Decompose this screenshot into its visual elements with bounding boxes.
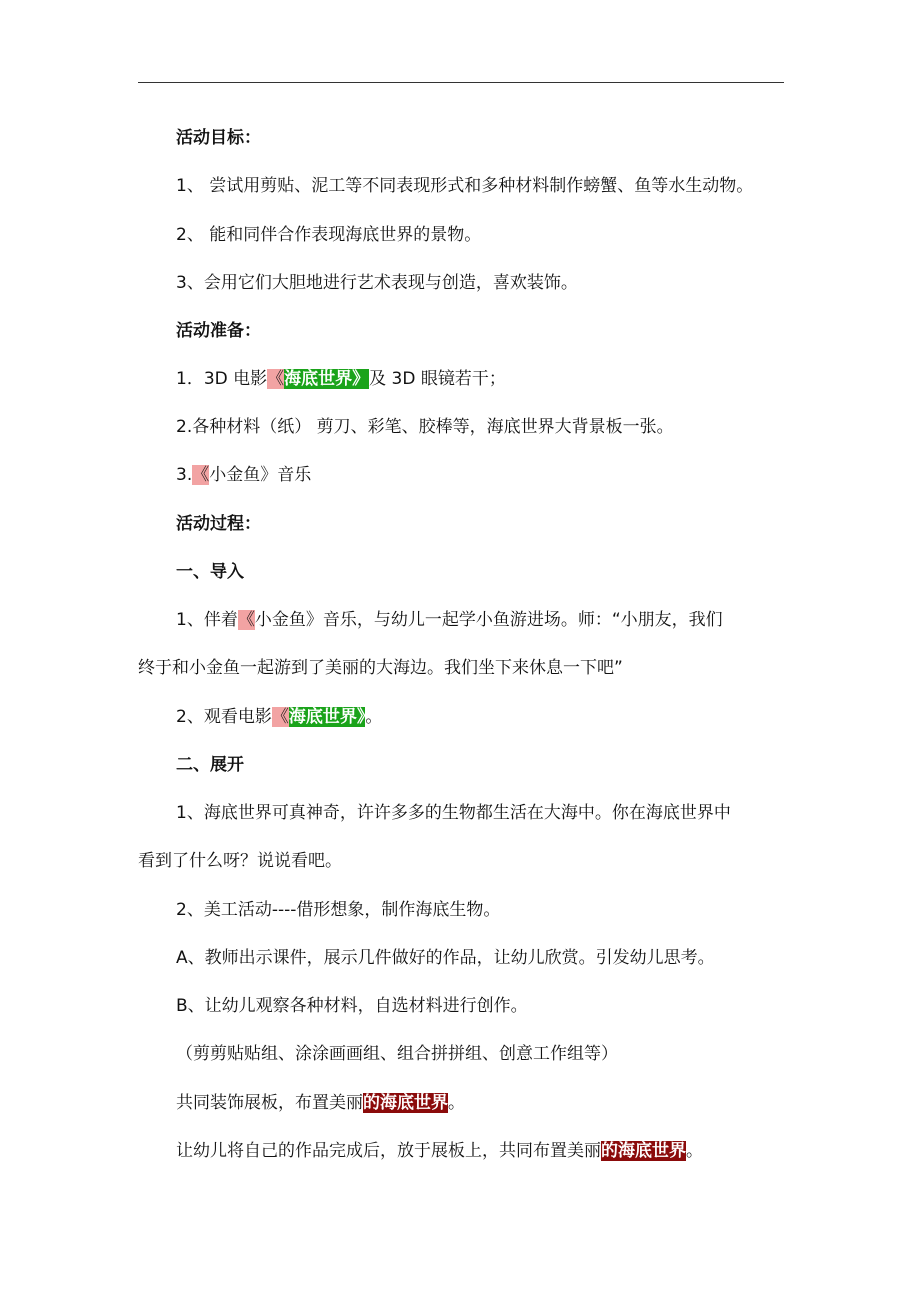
- prep-item-2: 2.各种材料（纸） 剪刀、彩笔、胶棒等，海底世界大背景板一张。: [176, 417, 674, 437]
- prep-item-3-prefix: 3.: [176, 465, 193, 485]
- prep-heading: 活动准备：: [176, 321, 261, 341]
- expand-decor-prefix: 共同装饰展板，布置美丽: [176, 1093, 363, 1113]
- expand-item-1-line-2: 看到了什么呀？说说看吧。: [138, 851, 342, 871]
- intro-item-2-open-quote: 《: [271, 707, 289, 727]
- prep-item-3-open-quote: 《: [192, 465, 210, 485]
- prep-item-3: [176, 463, 311, 487]
- intro-item-2-suffix: 。: [365, 707, 383, 727]
- goals-heading: 活动目标：: [176, 128, 261, 148]
- intro-item-2-prefix: 2、观看电影: [176, 707, 272, 727]
- intro-item-1-rest: 小金鱼》音乐，与幼儿一起学小鱼游进场。师：“小朋友，我们: [254, 610, 723, 630]
- prep-item-1-prefix: 1．3D 电影: [176, 369, 268, 389]
- prep-item-1-suffix: 及 3D 眼镜若干；: [369, 369, 506, 389]
- expand-final-line: [176, 1139, 703, 1163]
- expand-final-prefix: 让幼儿将自己的作品完成后，放于展板上，共同布置美丽: [176, 1141, 601, 1161]
- expand-item-1-line-1: 1、海底世界可真神奇，许许多多的生物都生活在大海中。你在海底世界中: [176, 803, 731, 823]
- expand-decor-line: [176, 1091, 465, 1115]
- expand-groups: （剪剪贴贴组、涂涂画画组、组合拼拼组、创意工作组等）: [176, 1044, 618, 1064]
- goal-item-3: 3、会用它们大胆地进行艺术表现与创造，喜欢装饰。: [176, 273, 578, 293]
- expand-item-2: 2、美工活动----借形想象，制作海底生物。: [176, 900, 501, 920]
- expand-heading: 二、展开: [176, 755, 244, 775]
- intro-item-2-movie-title: 海底世界》: [288, 707, 366, 727]
- expand-final-highlight: 的海底世界: [601, 1141, 686, 1161]
- prep-item-3-suffix: 小金鱼》音乐: [209, 465, 312, 485]
- expand-final-suffix: 。: [686, 1141, 703, 1161]
- intro-item-1-line-2: 终于和小金鱼一起游到了美丽的大海边。我们坐下来休息一下吧”: [138, 658, 623, 678]
- goal-item-2: 2、 能和同伴合作表现海底世界的景物。: [176, 225, 482, 245]
- expand-decor-highlight: 的海底世界: [363, 1093, 448, 1113]
- expand-decor-suffix: 。: [448, 1093, 465, 1113]
- process-heading: 活动过程：: [176, 514, 261, 534]
- header-rule: [138, 82, 784, 83]
- goal-item-1: 1、 尝试用剪贴、泥工等不同表现形式和多种材料制作螃蟹、鱼等水生动物。: [176, 176, 754, 196]
- intro-item-2: [176, 705, 382, 729]
- intro-item-1-line-1: [176, 608, 723, 632]
- intro-heading: 一、导入: [176, 562, 244, 582]
- prep-item-1-movie-title: 海底世界》: [284, 369, 370, 389]
- expand-item-b: B、让幼儿观察各种材料，自选材料进行创作。: [176, 996, 528, 1016]
- expand-item-a: A、教师出示课件，展示几件做好的作品，让幼儿欣赏。引发幼儿思考。: [176, 948, 715, 968]
- intro-item-1-open-quote: 《: [237, 610, 255, 630]
- prep-item-1: [176, 367, 506, 391]
- prep-item-1-open-quote: 《: [267, 369, 285, 389]
- intro-item-1-prefix: 1、伴着: [176, 610, 238, 630]
